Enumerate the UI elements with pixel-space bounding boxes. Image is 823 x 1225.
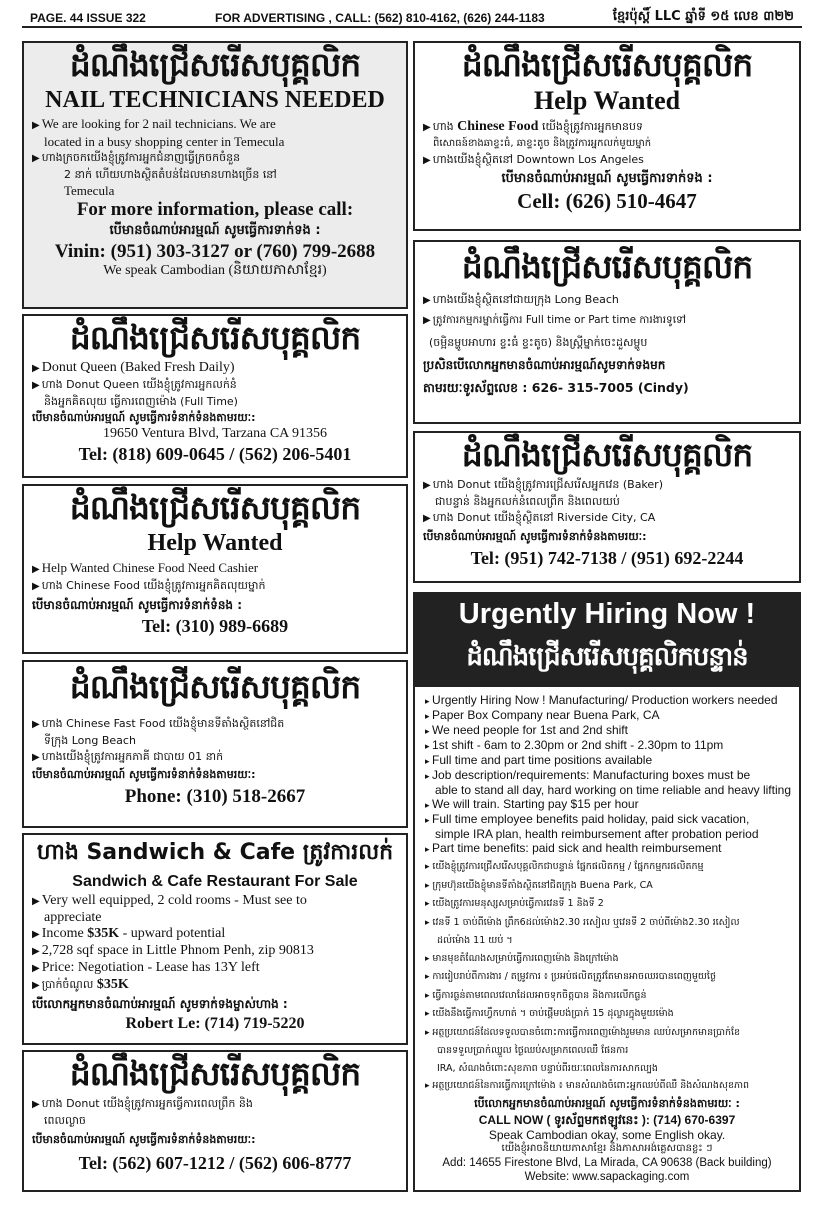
bullet-icon: ▸ <box>425 741 433 751</box>
list-item-kh: ▸ ធ្វើការធ្ងន់តាមពេលវេលាដែលអាចទុកចិត្តបាន និងការលើកធ្ងន់ <box>425 989 647 1001</box>
ad-call-kh: បើលោកអ្នកមានចំណាប់អារម្មណ៍ សូមធ្វើការទំនាក់ទំនងតាមរយៈ : <box>474 1096 740 1110</box>
bullet-icon: ▸ <box>425 1009 433 1019</box>
ad-nail-technicians <box>22 41 408 309</box>
ad-address: 19650 Ventura Blvd, Tarzana CA 91356 <box>102 426 328 441</box>
bullet-icon: ▸ <box>425 756 433 766</box>
list-item: ▶ ហាង Donut Queen យើងខ្ញុំត្រូវការអ្នកលក់នំ <box>32 378 237 391</box>
list-item: ▶ Income $35K - upward potential <box>32 926 226 941</box>
urgent-hiring-banner <box>413 592 801 687</box>
list-item-kh: IRA, សំណងចំពោះសុខភាព បន្ទាប់ពីរយៈពេលនៃការសាកល្បង <box>437 1062 658 1074</box>
ad-phone: Robert Le: (714) 719-5220 <box>125 1015 305 1032</box>
list-item: ▸ Full time and part time positions available <box>425 753 653 767</box>
bullet-icon: ▸ <box>425 972 433 982</box>
list-item: ▶ ត្រូវការកម្មករម្នាក់ធ្វើការ Full time or Part time ការងារទូទៅ <box>423 314 687 326</box>
bullet-icon: ▸ <box>425 815 433 825</box>
bullet-icon: ▸ <box>425 726 433 736</box>
list-item: ▸ We will train. Starting pay $15 per hour <box>425 797 639 811</box>
list-item-kh: ដល់ម៉ោង 11 យប់ ។ <box>437 935 513 946</box>
ad-phone: Tel: (310) 989-6689 <box>141 616 289 636</box>
bullet-icon: ▸ <box>425 1027 433 1038</box>
list-item: ▸ Urgently Hiring Now ! Manufacturing/ Production workers needed <box>425 693 778 707</box>
ad-phone: Vinin: (951) 303-3127 or (760) 799-2688 <box>54 241 376 262</box>
ad-phone: Phone: (310) 518-2667 <box>124 786 306 807</box>
list-item-cont: ពេលល្ងាច <box>44 1114 86 1127</box>
ad-donut-riverside <box>413 431 801 583</box>
ad-speak: Speak Cambodian okay, some English okay. <box>488 1127 726 1142</box>
bullet-icon: ▸ <box>425 990 433 1001</box>
list-item-cont: 2 នាក់ ហើយហាងស្ថិតតំបន់ដែលមានហាងច្រើន នៅ <box>64 168 277 181</box>
bullet-icon: ▸ <box>425 1081 433 1091</box>
ad-title: ដំណឹងជ្រើសរើសបុគ្គលិក <box>461 435 753 474</box>
ad-title: ដំណឹងជ្រើសរើសបុគ្គលិក <box>69 667 361 706</box>
list-item-kh: ▸ អត្ថប្រយោជន៍នៃការធ្វើការក្រៅម៉ោង ៖ មានសំណងចំពោះអ្នកឈប់ពីឈឺ និងសំណងសុខភាព <box>425 1080 750 1091</box>
ad-phone: តាមរយៈទូរស័ព្ទលេខ : 626- 315-7005 (Cindy) <box>423 380 689 395</box>
ad-title: ដំណឹងជ្រើសរើសបុគ្គលិក <box>461 45 753 84</box>
list-item-kh: ▸ យើងត្រូវការមនុស្សសម្រាប់ធ្វើការវេនទី 1 និងទី 2 <box>425 898 604 909</box>
ad-subtitle: Help Wanted <box>533 86 681 115</box>
list-item: ▶ ប្រាក់ចំណូល $35K <box>32 977 129 992</box>
list-item: ▸ Full time employee benefits paid holiday, paid sick vacation, <box>425 812 750 826</box>
list-item-cont: និងអ្នកគិតលុយ ធ្វើការពេញម៉ោង (Full Time) <box>44 395 238 408</box>
ad-call-kh: បើមានចំណាប់អារម្មណ៍ សូមធ្វើការទាក់ទង : <box>109 223 321 238</box>
ad-subtitle: Sandwich & Cafe Restaurant For Sale <box>72 873 358 890</box>
list-item: ▶ We are looking for 2 nail technicians. We are <box>32 116 276 131</box>
ad-sandwich-cafe <box>22 833 408 1045</box>
list-item: simple IRA plan, health reimbursement after probation period <box>435 827 759 841</box>
ad-info: For more information, please call: <box>76 199 354 220</box>
ad-contact-kh: ប្រសិនបើលោកអ្នកមានចំណាប់អារម្មណ៍សូមទាក់ទងមក <box>423 358 666 372</box>
bullet-icon: ▸ <box>425 899 433 909</box>
list-item: ▶ ហាង Donut យើងខ្ញុំត្រូវការអ្នកធ្វើការពេលព្រឹក និង <box>32 1097 253 1110</box>
list-item-cont: (ចម្អិនម្ហូបអាហារ ខ្ទះធំ ខ្ទះតូច) និងស្ត្រីម្នាក់ចេះដួសម្ហូប <box>429 336 648 349</box>
list-item: ▶ Very well equipped, 2 cold rooms - Must see to <box>32 893 307 908</box>
ad-long-beach <box>413 240 801 424</box>
list-item: ▶ ហាង Chinese Food យើងខ្ញុំត្រូវការអ្នកមានបទ <box>423 119 643 134</box>
list-item: ▶ Donut Queen (Baked Fresh Daily) <box>32 360 235 375</box>
list-item: ▸ Part time benefits: paid sick and health reimbursement <box>425 841 722 855</box>
ad-call-kh: បើមានចំណាប់អារម្មណ៍ សូមធ្វើការទំនាក់ទំនង : <box>32 598 243 612</box>
list-item-kh: បានទទួលប្រាក់ឈ្នួល ថ្ងៃឈប់សម្រាកពេលឈឺ ផែនការ <box>437 1045 629 1056</box>
list-item-cont: located in a busy shopping center in Temecula <box>44 134 285 149</box>
list-item-kh: ▸ យើងខ្ញុំត្រូវការជ្រើសរើសបុគ្គលិកជាបន្ទាន់ ផ្នែកផលិតកម្ម / ផ្នែកកម្មករផលិតកម្ម <box>425 861 704 872</box>
ad-website: Website: www.sapackaging.com <box>524 1170 690 1183</box>
ad-phone: Cell: (626) 510-4647 <box>517 189 697 213</box>
ad-phone: Tel: (951) 742-7138 / (951) 692-2244 <box>470 548 744 568</box>
ad-call-kh: បើមានចំណាប់អារម្មណ៍ សូមធ្វើការទាក់ទង : <box>501 171 713 186</box>
bullet-icon: ▸ <box>425 862 433 872</box>
list-item: able to stand all day, hard working on time reliable and heavy lifting <box>435 783 791 797</box>
list-item: ▶ ហាង Donut យើងខ្ញុំត្រូវការជ្រើសរើសអ្នកវេន (Baker) <box>423 478 663 491</box>
ad-title: ដំណឹងជ្រើសរើសបុគ្គលិក <box>69 1054 361 1093</box>
khmer-list <box>415 858 799 1096</box>
list-item-cont: ជាបន្ទាន់ និងអ្នកលក់នំពេលព្រឹក និងពេលយប់ <box>435 495 620 508</box>
bullet-icon: ▸ <box>425 917 433 928</box>
list-item: ▸ Job description/requirements: Manufacturing boxes must be <box>425 768 751 782</box>
ad-title: ដំណឹងជ្រើសរើសបុគ្គលិក <box>461 247 753 286</box>
bullet-icon: ▸ <box>425 953 433 964</box>
list-item-cont: ពិសោធន៍ខាងឆាខ្ទះធំ, ឆាខ្ទះតូច និងត្រូវការអ្នកលក់មួយម្នាក់ <box>433 138 652 149</box>
publication-info: ខ្មែរប៉ុស្តិ៍ LLC ឆ្នាំទី ១៥ លេខ ៣២២ <box>612 9 794 24</box>
ad-subtitle: NAIL TECHNICIANS NEEDED <box>45 87 385 113</box>
list-item: ▶ ហាង Chinese Fast Food យើងខ្ញុំមានទីតាំងស្ថិតនៅជិត <box>32 717 285 730</box>
list-item: ▸ We need people for 1st and 2nd shift <box>425 723 628 737</box>
ad-note: We speak Cambodian (និយាយភាសាខ្មែរ) <box>103 263 327 278</box>
list-item: ▶ Price: Negotiation - Lease has 13Y left <box>32 960 260 975</box>
ad-address: Add: 14655 Firestone Blvd, La Mirada, CA 90638 (Back building) <box>442 1156 772 1169</box>
list-item: ▶ Help Wanted Chinese Food Need Cashier <box>32 560 259 575</box>
ad-title: ហាង Sandwich & Cafe ត្រូវការលក់ <box>36 840 394 865</box>
list-item: ▸ Paper Box Company near Buena Park, CA <box>425 708 660 722</box>
page-header <box>22 6 802 28</box>
list-item: ▶ ហាង Donut យើងខ្ញុំស្ថិតនៅ Riverside City, CA <box>423 511 656 524</box>
ad-title: ដំណឹងជ្រើសរើសបុគ្គលិក <box>69 318 361 357</box>
list-item-kh: ▸ ក្រុមហ៊ុនយើងខ្ញុំមានទីតាំងស្ថិតនៅជិតក្រុង Buena Park, CA <box>425 879 653 891</box>
list-item: ▶ ហាងយើងខ្ញុំស្ថិតនៅជាយក្រុង Long Beach <box>423 293 619 306</box>
ad-call-kh: បើមានចំណាប់អារម្មណ៍ សូមធ្វើការទំនាក់ទំនងតាមរយៈ: <box>32 411 256 424</box>
bullet-icon: ▸ <box>425 771 433 781</box>
list-item-kh: ▸ យើងនឹងធ្វើការហ្វឹកហាត់ ។ ចាប់ផ្តើមបង់ប្រាក់ 15 ដុល្លារក្នុងមួយម៉ោង <box>425 1008 674 1019</box>
ad-title: ដំណឹងជ្រើសរើសបុគ្គលិក <box>69 488 361 527</box>
ad-call-kh: បើមានចំណាប់អារម្មណ៍ សូមធ្វើការទំនាក់ទំនងតាមរយៈ: <box>32 768 256 781</box>
list-item-cont: ទីក្រុង Long Beach <box>44 734 136 747</box>
list-item-cont: appreciate <box>44 910 102 925</box>
ad-call-kh: បើលោកអ្នកមានចំណាប់អារម្មណ៍ សូមទាក់ទងម្ចាស់ហាង : <box>32 997 288 1011</box>
ad-speak-kh: យើងខ្ញុំអាចនិយាយភាសាខ្មែរ និងភាសាអង់គ្លេសបានខ្លះ ៗ <box>501 1142 713 1154</box>
list-item-kh: ▸ ការរៀបរាប់ពីការងារ / តម្រូវការ ៖ ប្រអប់ផលិតត្រូវតែមានអាចឈរបានពេញមួយថ្ងៃ <box>425 971 716 982</box>
ad-urgent-hiring <box>413 687 801 1192</box>
ad-phone: Tel: (818) 609-0645 / (562) 206-5401 <box>78 444 352 464</box>
ad-phone: Tel: (562) 607-1212 / (562) 606-8777 <box>78 1153 352 1173</box>
list-item-kh: ▸ អត្ថប្រយោជន៍ដែលទទួលបានចំពោះការធ្វើការពេញម៉ោងរួមមាន ឈប់សម្រាកមានប្រាក់ខែ <box>425 1026 741 1038</box>
bullet-icon: ▸ <box>425 844 433 854</box>
list-item: ▶ ហាងក្រចកយើងខ្ញុំត្រូវការអ្នកជំនាញធ្វើក្រចកចំនួន <box>32 151 241 164</box>
list-item: ▸ 1st shift - 6am to 2.30pm or 2nd shift - 2.30pm to 11pm <box>425 738 724 752</box>
page-issue: PAGE. 44 ISSUE 322 <box>30 11 146 25</box>
list-item-kh: ▸ មានមុខតំណែងសម្រាប់ធ្វើការពេញម៉ោង និងក្រៅម៉ោង <box>425 952 619 964</box>
list-item: ▶ ហាងយើងខ្ញុំត្រូវការអ្នកភាគី ជាបាយ 01 នាក់ <box>32 750 224 763</box>
bullet-icon: ▸ <box>425 711 433 721</box>
advertising-contact: FOR ADVERTISING , CALL: (562) 810-4162, (626) 244-1183 <box>215 11 545 25</box>
ad-donut-morning <box>22 1050 408 1192</box>
ad-help-wanted-cashier <box>22 484 408 654</box>
bullet-icon: ▸ <box>425 800 433 810</box>
banner-title: Urgently Hiring Now ! <box>458 598 756 630</box>
ad-help-wanted-chinese-food <box>413 41 801 231</box>
banner-title-kh: ដំណឹងជ្រើសរើសបុគ្គលិកបន្ទាន់ <box>466 642 748 672</box>
ad-subtitle: Help Wanted <box>147 530 283 556</box>
ad-call-kh: បើមានចំណាប់អារម្មណ៍ សូមធ្វើការទំនាក់ទំនងតាមរយៈ: <box>32 1133 256 1146</box>
ad-donut-queen <box>22 314 408 478</box>
ad-chinese-fast-food <box>22 660 408 828</box>
list-item-cont: Temecula <box>64 183 115 198</box>
list-item: ▶ ហាង Chinese Food យើងខ្ញុំត្រូវការអ្នកគិតលុយម្នាក់ <box>32 579 266 592</box>
ad-title: ដំណឹងជ្រើសរើសបុគ្គលិក <box>69 45 361 84</box>
list-item: ▶ ហាងយើងខ្ញុំស្ថិតនៅ Downtown Los Angeles <box>423 153 644 166</box>
bullet-icon: ▸ <box>425 696 433 706</box>
ad-call-now: CALL NOW ( ទូរស័ព្ទមកឥឡូវនេះ ): (714) 670-6397 <box>478 1112 736 1127</box>
list-item: ▶ 2,728 sqf space in Little Phnom Penh, zip 90813 <box>32 943 314 958</box>
english-list <box>415 687 799 856</box>
bullet-icon: ▸ <box>425 880 433 891</box>
list-item-kh: ▸ វេនទី 1 ចាប់ពីម៉ោង ព្រឹក6ដល់ម៉ោង2.30 រសៀល ឬវេនទី 2 ចាប់ពីម៉ោង2.30 រសៀល <box>425 916 740 928</box>
ad-call-kh: បើមានចំណាប់អារម្មណ៍ សូមធ្វើការទំនាក់ទំនងតាមរយៈ: <box>423 530 647 543</box>
